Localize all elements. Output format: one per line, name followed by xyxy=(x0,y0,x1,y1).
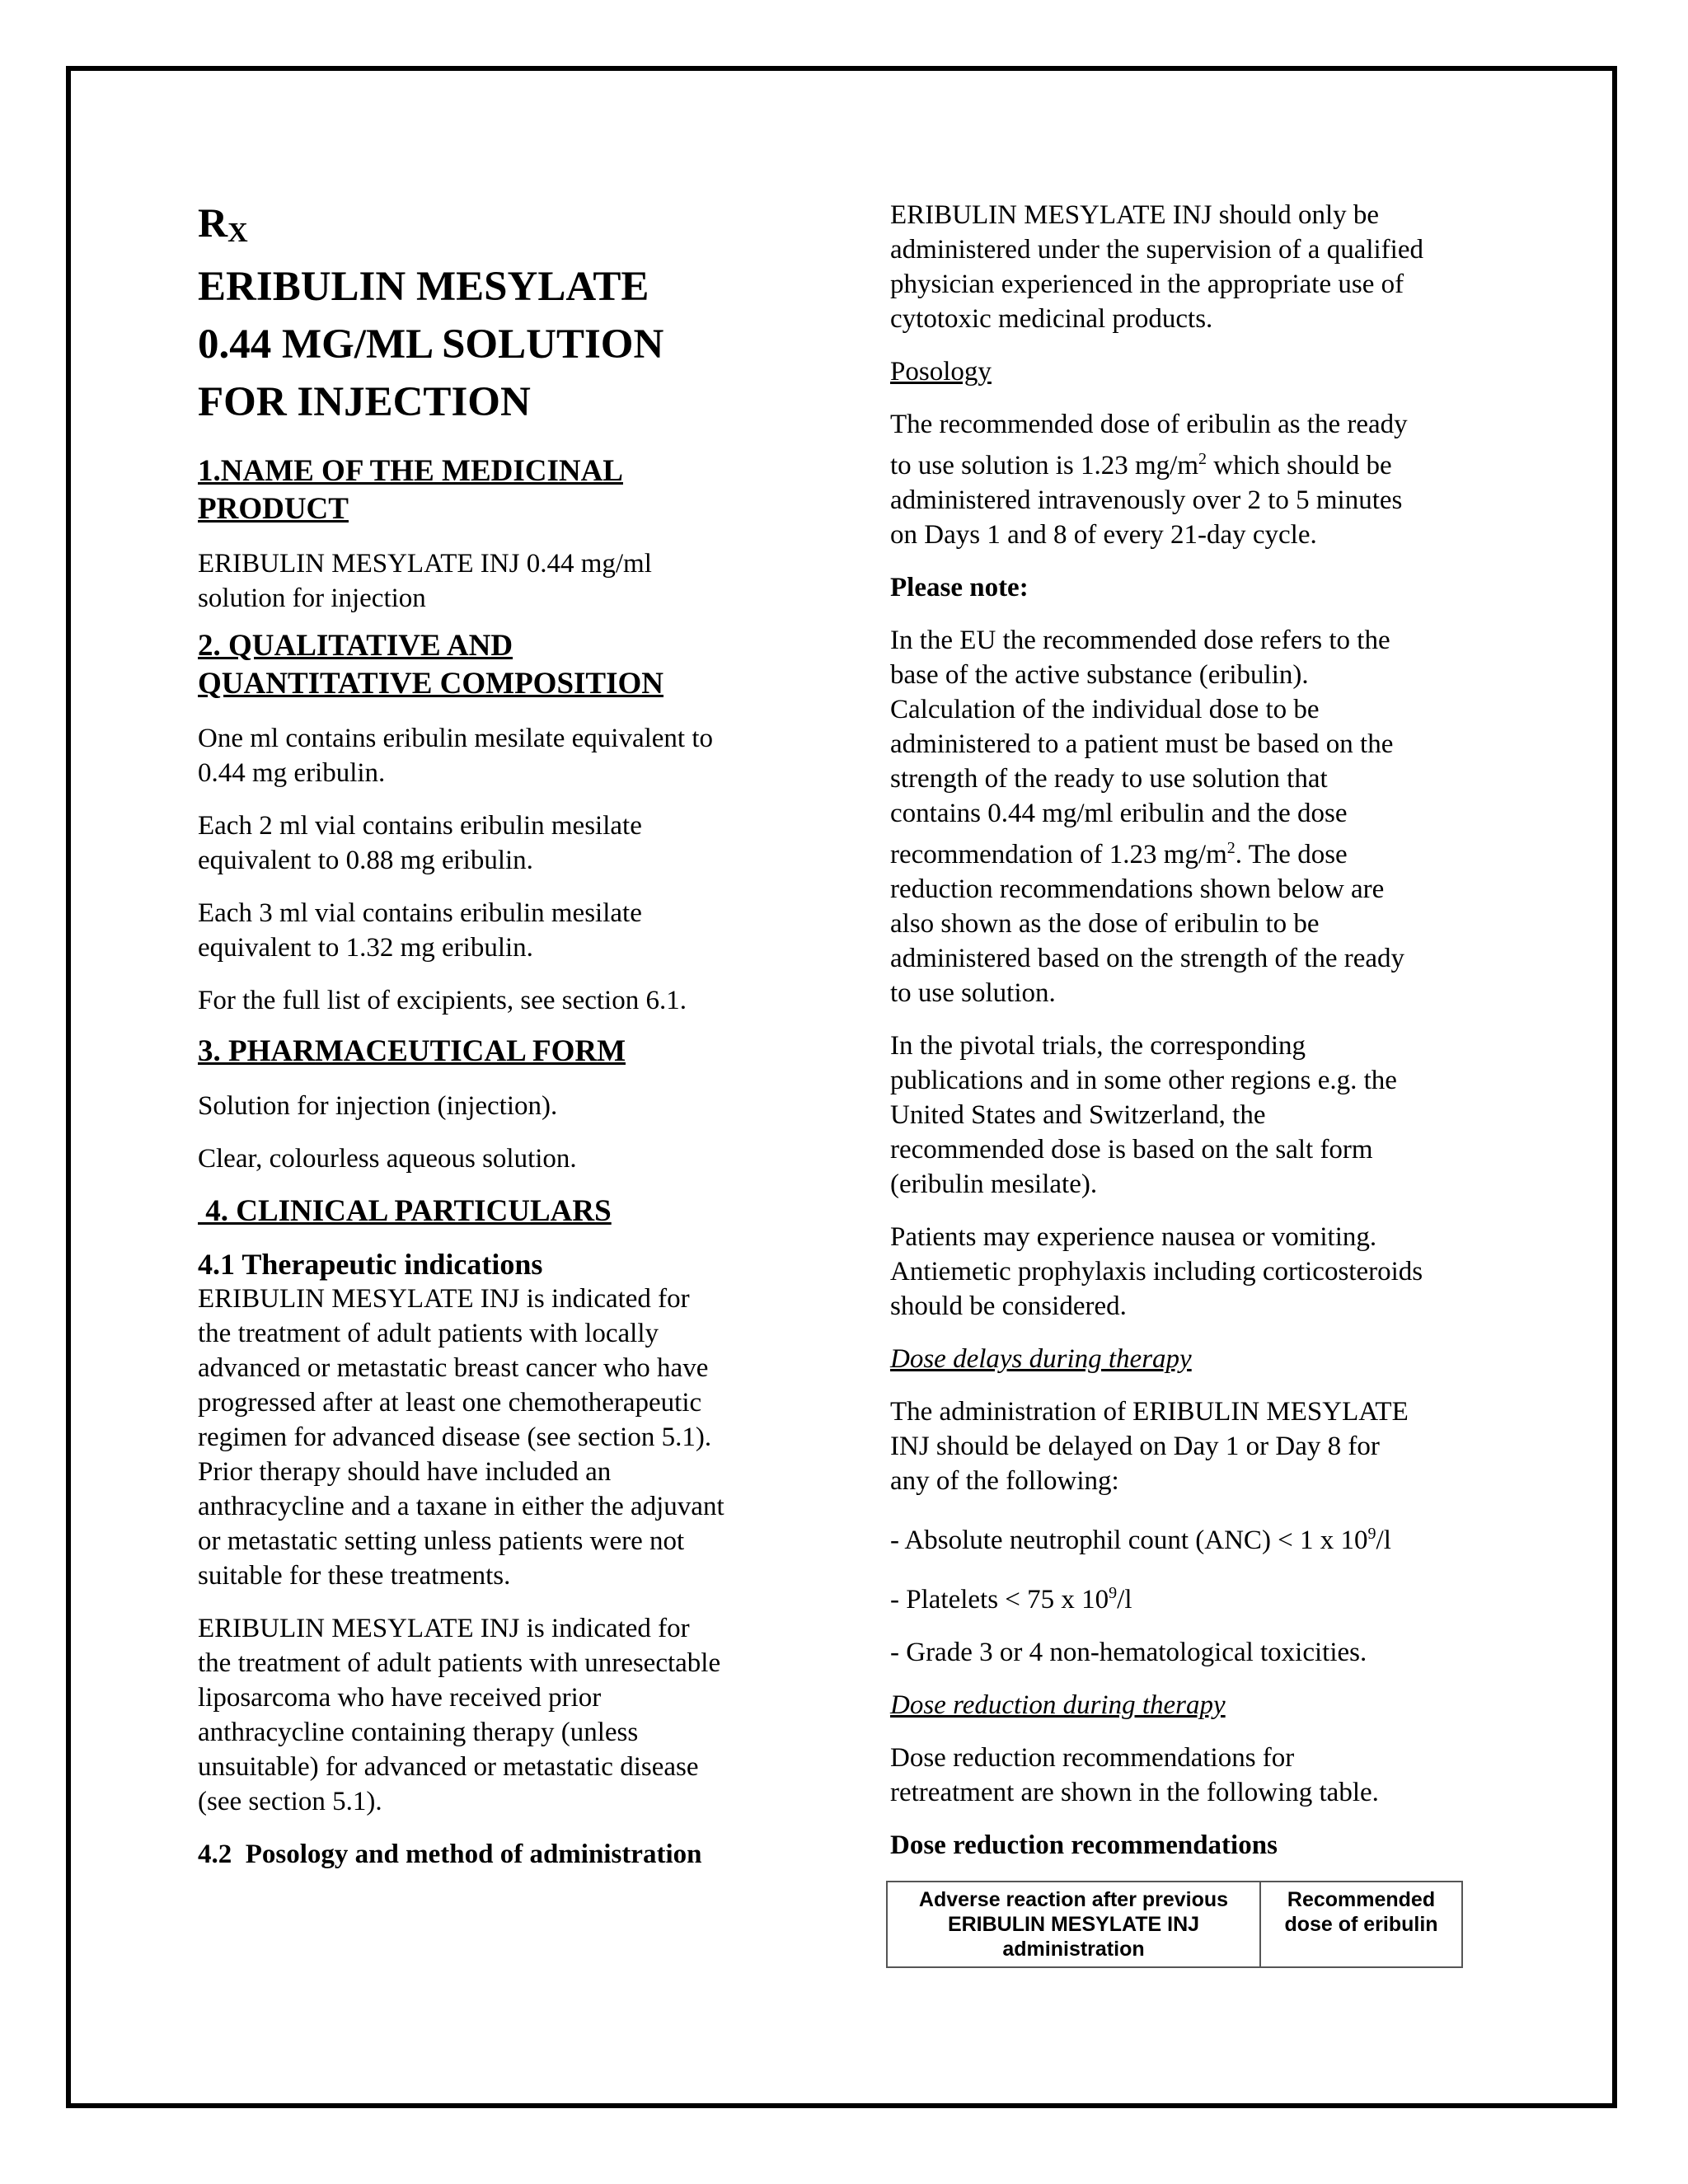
recommended-dose-paragraph: The recommended dose of eribulin as the ready to use solution is 1.23 $mg/m^2$ which should be administered intravenously over 2 to 5 minutes on Days 1 and 8 of every 21-day cycle. xyxy=(890,410,1408,550)
dose-reduction-heading: Dose reduction during therapy xyxy=(890,1690,1226,1720)
supervision-paragraph: ERIBULIN MESYLATE INJ should only be administered under the supervision of a qualified physician experienced in the appropriate use of cytotoxic medicinal products. xyxy=(890,200,1423,334)
section-4-1-heading: 4.1 Therapeutic indications xyxy=(198,1248,543,1281)
eu-dose-paragraph: In the EU the recommended dose refers to the base of the active substance (eribulin). Calculation of the individual dose to be administered to a patient must be based on the strength of the ready to use solution that contains 0.44 mg/ml eribulin and the dose recommendation of 1.23 $mg/m^2$. The dose reduction recommendations shown below are also shown as the dose of eribulin to be administered based on the strength of the ready to use solution. xyxy=(890,626,1405,1008)
section-3-paragraph: Clear, colourless aqueous solution. xyxy=(198,1144,577,1174)
table-header-recommended-dose: Recommended dose of eribulin xyxy=(1284,1888,1438,1936)
document-title: ERIBULIN MESYLATE 0.44 MG/ML SOLUTION FOR INJECTION xyxy=(198,264,664,425)
dose-delays-heading: Dose delays during therapy xyxy=(890,1344,1192,1374)
right-column xyxy=(890,198,1500,1863)
posology-heading: Posology xyxy=(890,357,992,387)
please-note-heading: Please note: xyxy=(890,573,1029,602)
section-2-paragraph: One ml contains eribulin mesilate equivalent to 0.44 mg eribulin. xyxy=(198,724,714,788)
section-4-2-heading: 4.2 Posology and method of administration xyxy=(198,1840,702,1869)
dose-delays-paragraph: The administration of ERIBULIN MESYLATE INJ should be delayed on Day 1 or Day 8 for any of the following: xyxy=(890,1397,1409,1496)
dose-reduction-paragraph: Dose reduction recommendations for retreatment are shown in the following table. xyxy=(890,1743,1379,1807)
section-4-heading: 4. CLINICAL PARTICULARS xyxy=(198,1194,612,1228)
section-2-paragraph: Each 2 ml vial contains eribulin mesilate equivalent to 0.88 mg eribulin. xyxy=(198,811,642,875)
section-3-paragraph: Solution for injection (injection). xyxy=(198,1091,558,1121)
section-4-1-paragraph: ERIBULIN MESYLATE INJ is indicated for the treatment of adult patients with unresectable liposarcoma who have received prior anthracycline containing therapy (unless unsuitable) for advanced or metastatic disease (see section 5.1). xyxy=(198,1614,721,1816)
section-1-text: ERIBULIN MESYLATE INJ 0.44 mg/ml solution for injection xyxy=(198,549,652,613)
section-2-heading: 2. QUALITATIVE AND QUANTITATIVE COMPOSITION xyxy=(198,629,664,701)
dose-reduction-recommendations-heading: Dose reduction recommendations xyxy=(890,1830,1278,1860)
platelets-bullet: - Platelets < 75 x $10^9/l$ xyxy=(890,1584,1132,1615)
anc-bullet: - Absolute neutrophil count (ANC) < 1 x $10^9/l$ xyxy=(890,1525,1391,1555)
nausea-paragraph: Patients may experience nausea or vomiting. Antiemetic prophylaxis including corticosteroids should be considered. xyxy=(890,1222,1423,1321)
section-1-heading: 1.NAME OF THE MEDICINAL PRODUCT xyxy=(198,454,623,526)
section-3-heading: 3. PHARMACEUTICAL FORM xyxy=(198,1034,626,1068)
table-header-adverse-reaction: Adverse reaction after previous ERIBULIN MESYLATE INJ administration xyxy=(888,1882,1261,1966)
left-column xyxy=(198,198,791,1872)
dose-reduction-table xyxy=(886,1881,1463,1968)
section-4-1-paragraph: ERIBULIN MESYLATE INJ is indicated for the treatment of adult patients with locally advanced or metastatic breast cancer who have progressed after at least one chemotherapeutic regimen for advanced disease (see section 5.1). Prior therapy should have included an anthracycline and a taxane in either the adjuvant or metastatic setting unless patients were not suitable for these treatments. xyxy=(198,1284,724,1591)
rx-symbol: $R_X$ xyxy=(198,199,248,248)
pivotal-trials-paragraph: In the pivotal trials, the corresponding publications and in some other regions e.g. the United States and Switzerland, the recommended dose is based on the salt form (eribulin mesilate). xyxy=(890,1031,1397,1199)
grade-bullet: - Grade 3 or 4 non-hematological toxicities. xyxy=(890,1638,1367,1667)
section-2-paragraph: Each 3 ml vial contains eribulin mesilate equivalent to 1.32 mg eribulin. xyxy=(198,898,642,963)
section-2-paragraph: For the full list of excipients, see section 6.1. xyxy=(198,986,687,1015)
